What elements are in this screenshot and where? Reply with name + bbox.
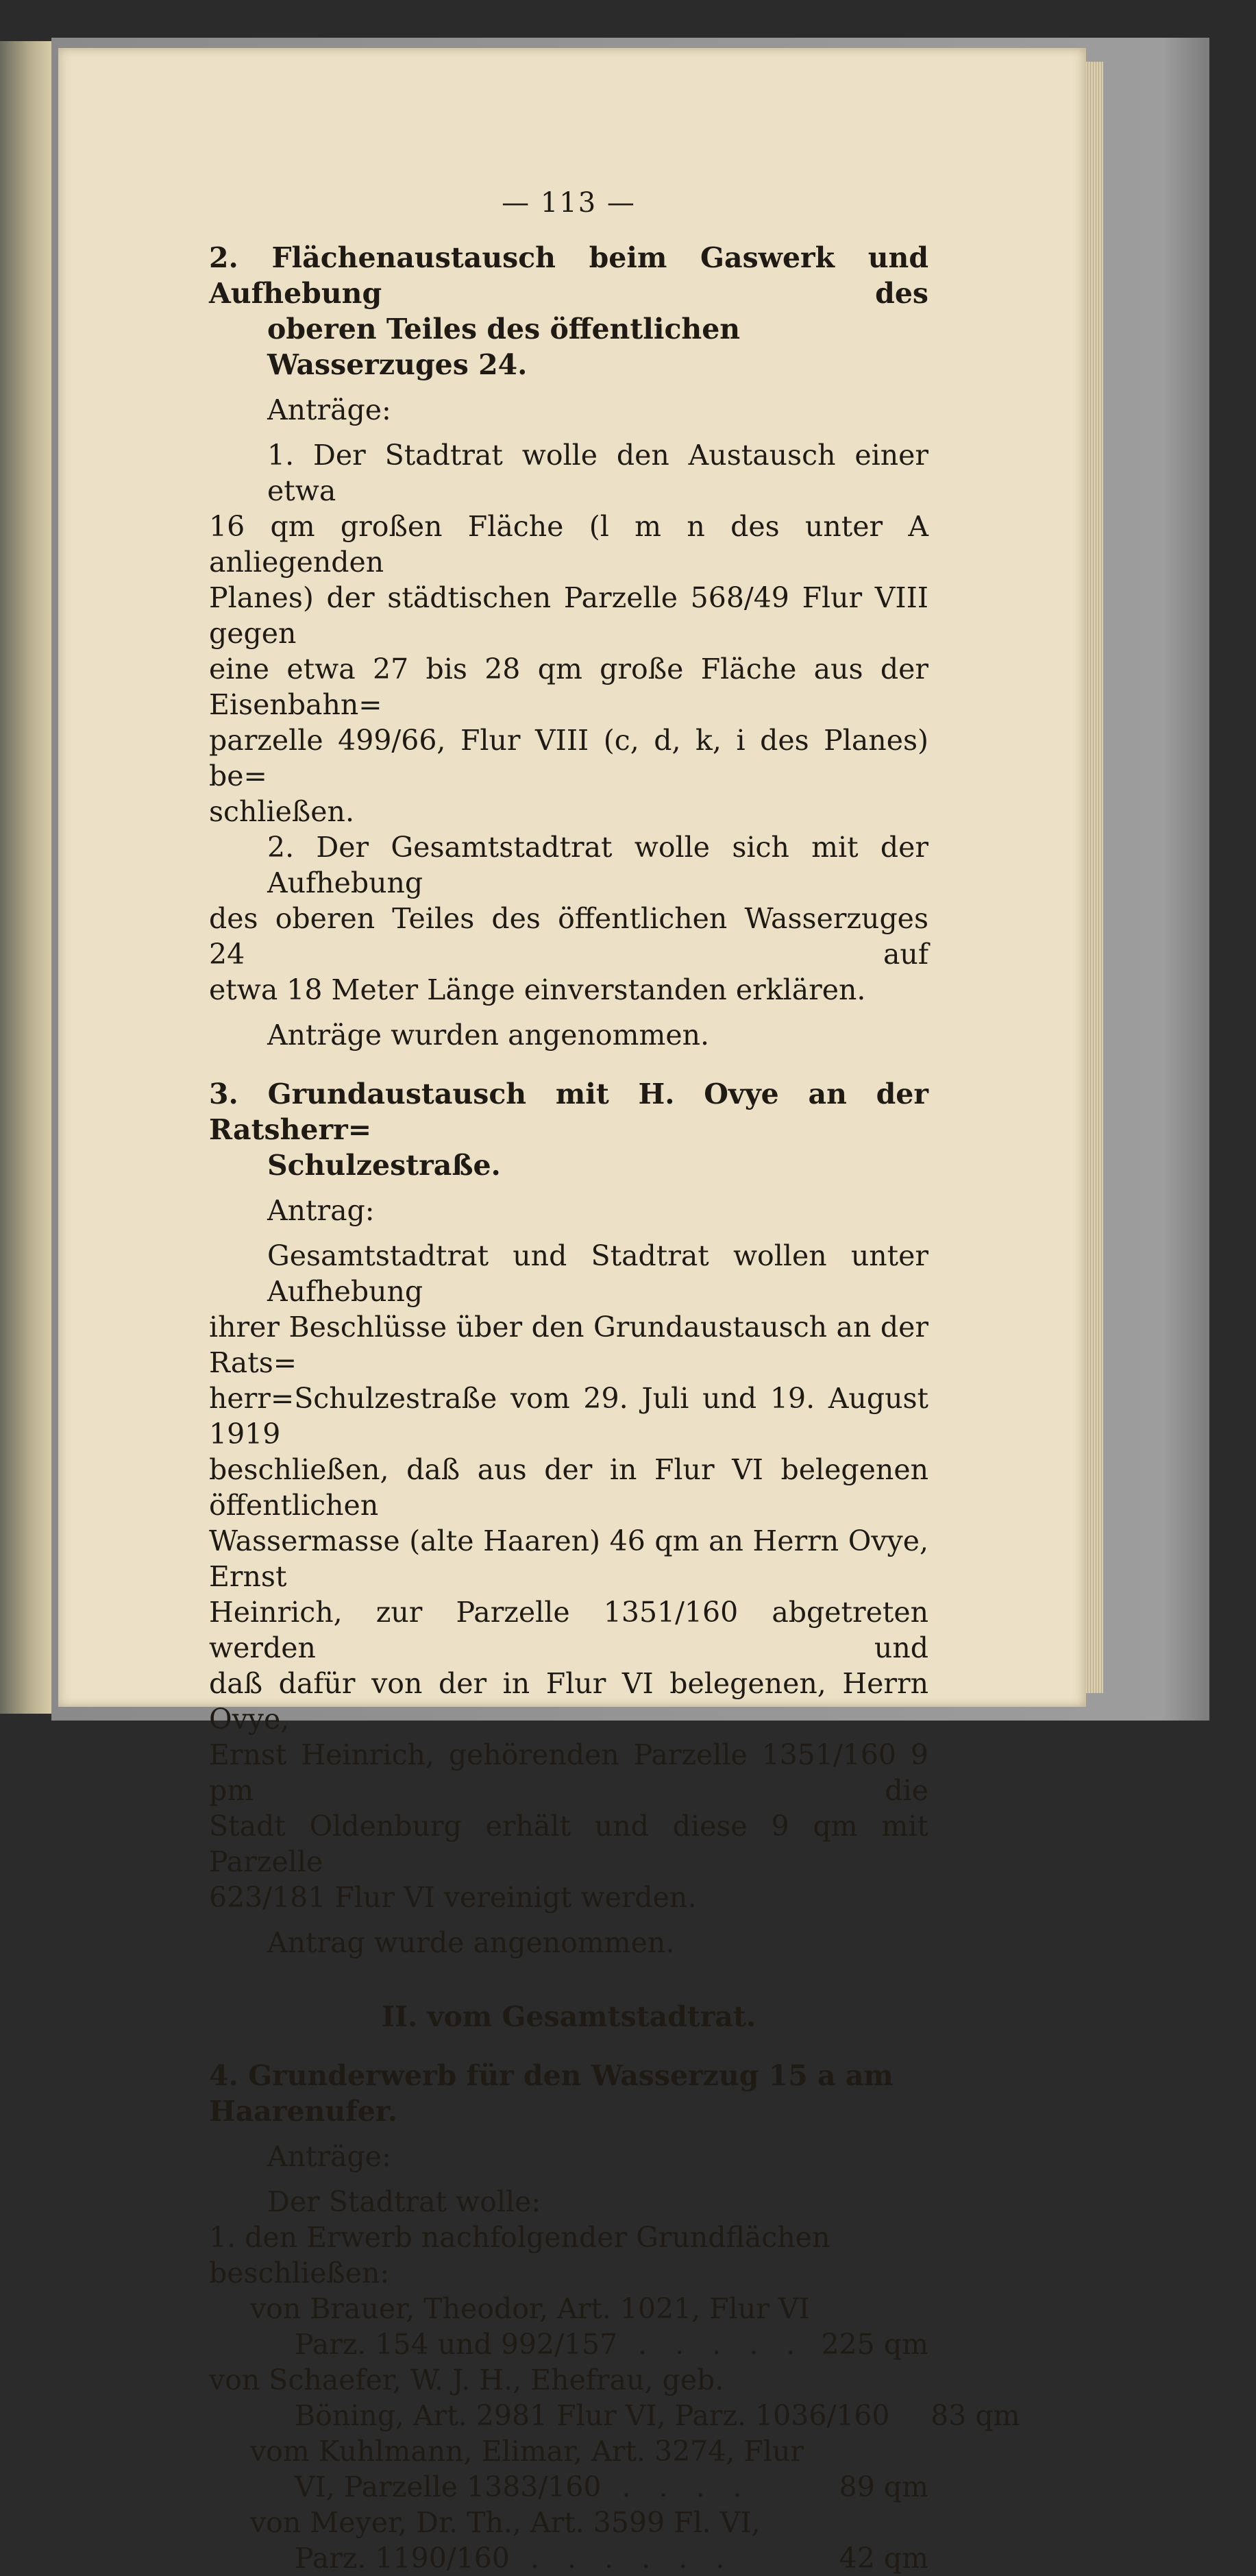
parcel-owner-line: von Brauer, Theodor, Art. 1021, Flur VI xyxy=(250,2292,810,2325)
item-3-heading-line-2: Schulzestraße. xyxy=(267,1149,501,1182)
item-4 xyxy=(209,2058,1020,2576)
item-3-p1-line: beschließen, daß aus der in Flur VI belegenen öffentlichen xyxy=(209,1453,928,1522)
item-3-p1-line: Stadt Oldenburg erhält und diese 9 qm mit Parzelle xyxy=(209,1810,928,1878)
parcel-area: 225 qm xyxy=(821,2328,928,2361)
leader-dots: . . . . xyxy=(621,2470,752,2503)
parcel-entry xyxy=(209,2433,928,2505)
item-3-p1-line: daß dafür von der in Flur VI belegenen, Herrn Ovye, xyxy=(209,1667,928,1736)
item-3-p1-line: herr=Schulzestraße vom 29. Juli und 19. August 1919 xyxy=(209,1382,928,1450)
parcel-detail-row xyxy=(209,2398,1020,2433)
item-4-intro: Der Stadtrat wolle: xyxy=(267,2185,541,2218)
item-2-p1-line: Planes) der städtischen Parzelle 568/49 Flur VIII gegen xyxy=(209,581,928,650)
leader-dots: . . . . . xyxy=(638,2328,805,2361)
item-2-heading-line-1: 2. Flächenaustausch beim Gaswerk und Aufhebung des xyxy=(209,241,928,310)
item-3-antrag-label: Antrag: xyxy=(267,1194,375,1227)
section-heading-II: II. vom Gesamtstadtrat. xyxy=(381,2000,756,2033)
parcel-entry xyxy=(209,2291,928,2362)
item-2-p1-line: parzelle 499/66, Flur VIII (c, d, k, i des Planes) be= xyxy=(209,724,928,792)
page-content xyxy=(209,185,1020,2576)
parcel-entry xyxy=(209,2505,928,2576)
book-binding-left xyxy=(0,41,51,1714)
item-3-p1-line: Gesamtstadtrat und Stadtrat wollen unter Aufhebung xyxy=(267,1239,928,1308)
item-4-antraege-label: Anträge: xyxy=(267,2140,391,2173)
item-2-antraege-label: Anträge: xyxy=(267,393,391,426)
item-2-result: Anträge wurden angenommen. xyxy=(267,1019,710,1052)
item-2-p2-line: 2. Der Gesamtstadtrat wolle sich mit der Aufhebung xyxy=(267,831,928,899)
parcel-area: 42 qm xyxy=(839,2542,928,2575)
parcel-owner-line: von Schaefer, W. J. H., Ehefrau, geb. xyxy=(209,2364,724,2396)
parcel-detail-row xyxy=(209,2326,928,2362)
item-4-heading: 4. Grunderwerb für den Wasserzug 15 a am Haarenufer. xyxy=(209,2059,894,2128)
parcel-owner-line: von Meyer, Dr. Th., Art. 3599 Fl. VI, xyxy=(250,2506,761,2539)
item-2-p1-line: eine etwa 27 bis 28 qm große Fläche aus der Eisenbahn= xyxy=(209,653,928,721)
parcel-area: 83 qm xyxy=(931,2399,1020,2432)
parcel-detail: VI, Parzelle 1383/160 xyxy=(295,2470,602,2503)
item-2-heading-line-2: oberen Teiles des öffentlichen Wasserzuges 24. xyxy=(267,313,741,381)
item-2-p1-line: 16 qm großen Fläche (l m n des unter A anliegenden xyxy=(209,510,928,579)
parcel-detail: Parz. 1190/160 xyxy=(295,2542,510,2575)
leader-dots: . . . . . . xyxy=(530,2542,735,2575)
item-3 xyxy=(209,1076,928,1960)
item-4-p1-line: 1. den Erwerb nachfolgender Grundflächen beschließen: xyxy=(209,2221,830,2289)
item-3-p1-line: Ernst Heinrich, gehörenden Parzelle 1351/160 9 pm die xyxy=(209,1738,928,1807)
book-page xyxy=(58,48,1086,2575)
parcel-area: 89 qm xyxy=(839,2470,928,2503)
item-3-p1-line: Wassermasse (alte Haaren) 46 qm an Herrn Ovye, Ernst xyxy=(209,1524,928,1593)
item-2 xyxy=(209,240,928,1053)
parcel-entry xyxy=(209,2362,1020,2433)
item-2-p1-line: schließen. xyxy=(209,795,354,828)
parcel-detail-row xyxy=(209,2540,928,2576)
item-3-heading-line-1: 3. Grundaustausch mit H. Ovye an der Ratsherr= xyxy=(209,1078,928,1146)
parcel-detail-row xyxy=(209,2469,928,2505)
item-3-p1-line: Heinrich, zur Parzelle 1351/160 abgetreten werden und xyxy=(209,1596,928,1664)
item-3-p1-line: 623/181 Flur VI vereinigt werden. xyxy=(209,1881,697,1914)
parcel-owner-line: vom Kuhlmann, Elimar, Art. 3274, Flur xyxy=(250,2435,804,2468)
item-3-p1-line: ihrer Beschlüsse über den Grundaustausch an der Rats= xyxy=(209,1311,928,1379)
item-2-p2-line: etwa 18 Meter Länge einverstanden erklären. xyxy=(209,973,866,1006)
parcel-detail: Parz. 154 und 992/157 xyxy=(295,2328,618,2361)
item-2-p1-line: 1. Der Stadtrat wolle den Austausch einer etwa xyxy=(267,439,928,507)
item-3-result: Antrag wurde angenommen. xyxy=(267,1926,675,1959)
page-number: — 113 — xyxy=(502,187,636,219)
item-2-p2-line: des oberen Teiles des öffentlichen Wasserzuges 24 auf xyxy=(209,902,928,971)
parcel-detail: Böning, Art. 2981 Flur VI, Parz. 1036/160 xyxy=(295,2399,890,2432)
